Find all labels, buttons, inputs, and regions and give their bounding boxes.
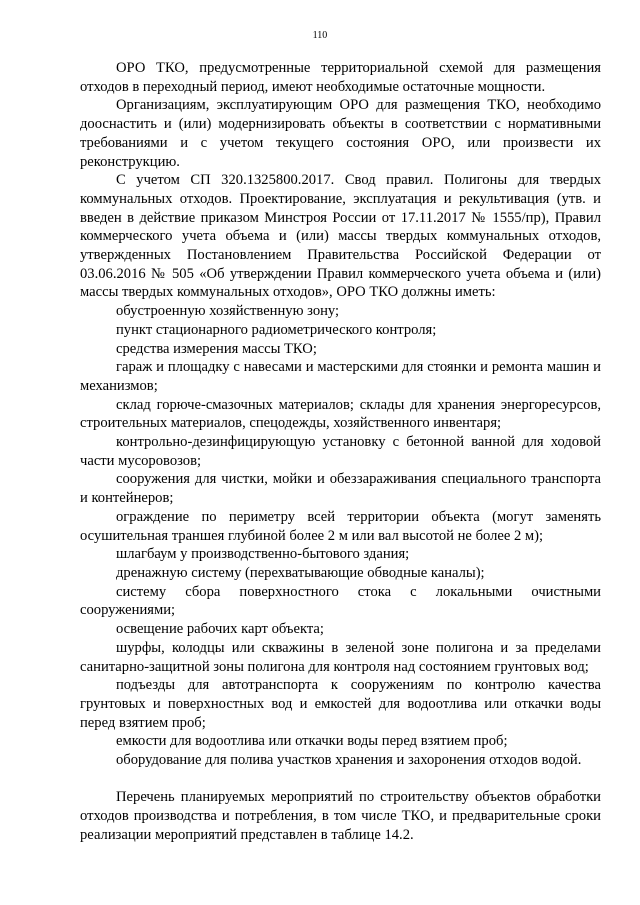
paragraph-modernization: Организациям, эксплуатирующим ОРО для размещения ТКО, необходимо дооснастить и (или) модернизировать объекты в соответствии с нормативными требованиями и с учетом текущего состояния ОРО, или произвести их реконструкцию. — [80, 97, 601, 170]
list-item-lighting: освещение рабочих карт объекта; — [116, 621, 324, 638]
list-item-washing-facilities: сооружения для чистки, мойки и обеззараживания специального транспорта и контейнеров; — [80, 471, 601, 507]
list-item-perimeter-fence: ограждение по периметру всей территории объекта (могут заменять осушительная траншея глубиной более 2 м или вал высотой не более 2 м); — [80, 508, 601, 544]
list-item-disinfection-unit: контрольно-дезинфицирующую установку с бетонной ванной для ходовой части мусоровозов; — [80, 434, 601, 469]
paragraph-planned-measures: Перечень планируемых мероприятий по строительству объектов обработки отходов производства и потребления, в том числе ТКО, и предварительные сроки реализации мероприятий представлен в таблице 14.2. — [80, 789, 601, 843]
list-item-watering-equipment: оборудование для полива участков хранения и захоронения отходов водой. — [116, 752, 582, 769]
list-item-access-roads: подъезды для автотранспорта к сооружениям по контролю качества грунтовых и поверхностных вод и емкостей для водоотлива или откачки воды перед взятием проб; — [80, 677, 601, 731]
paragraph-requirements-intro: С учетом СП 320.1325800.2017. Свод правил. Полигоны для твердых коммунальных отходов. Проектирование, эксплуатация и рекультивация (утв. и введен в действие приказом Минстроя России от 17.11.2017 № 1555/пр), Правил коммерческого учета объема и (или) массы твердых коммунальных отходов, утвержденных Постановлением Правительства Российской Федерации от 03.06.2016 № 505 «Об утверждении Правил коммерческого учета объема и (или) массы твердых коммунальных отходов», ОРО ТКО должны иметь: — [80, 172, 601, 301]
document-body — [80, 59, 601, 845]
list-item-drainage-tanks: емкости для водоотлива или откачки воды перед взятием проб; — [116, 733, 508, 750]
list-item-radiometric-control: пункт стационарного радиометрического контроля; — [116, 321, 437, 338]
list-item-barrier: шлагбаум у производственно-бытового здания; — [116, 546, 410, 563]
page-number: 110 — [312, 30, 328, 41]
list-item-drainage: дренажную систему (перехватывающие обводные каналы); — [116, 564, 485, 581]
list-item-mass-measurement: средства измерения массы ТКО; — [116, 340, 317, 357]
list-item-monitoring-wells: шурфы, колодцы или скважины в зеленой зоне полигона и за пределами санитарно-защитной зоны полигона для контроля над состоянием грунтовых вод; — [80, 639, 601, 675]
list-item-household-zone: обустроенную хозяйственную зону; — [116, 303, 340, 320]
list-item-runoff-collection: систему сбора поверхностного стока с локальными очистными сооружениями; — [80, 583, 601, 619]
list-item-garage: гараж и площадку с навесами и мастерскими для стоянки и ремонта машин и механизмов; — [80, 359, 601, 394]
paragraph-residual-capacity: ОРО ТКО, предусмотренные территориальной схемой для размещения отходов в переходный период, имеют необходимые остаточные мощности. — [80, 60, 601, 95]
list-item-warehouses: склад горюче-смазочных материалов; склады для хранения энергоресурсов, строительных материалов, спецодежды, хозяйственного инвентаря; — [80, 396, 601, 432]
